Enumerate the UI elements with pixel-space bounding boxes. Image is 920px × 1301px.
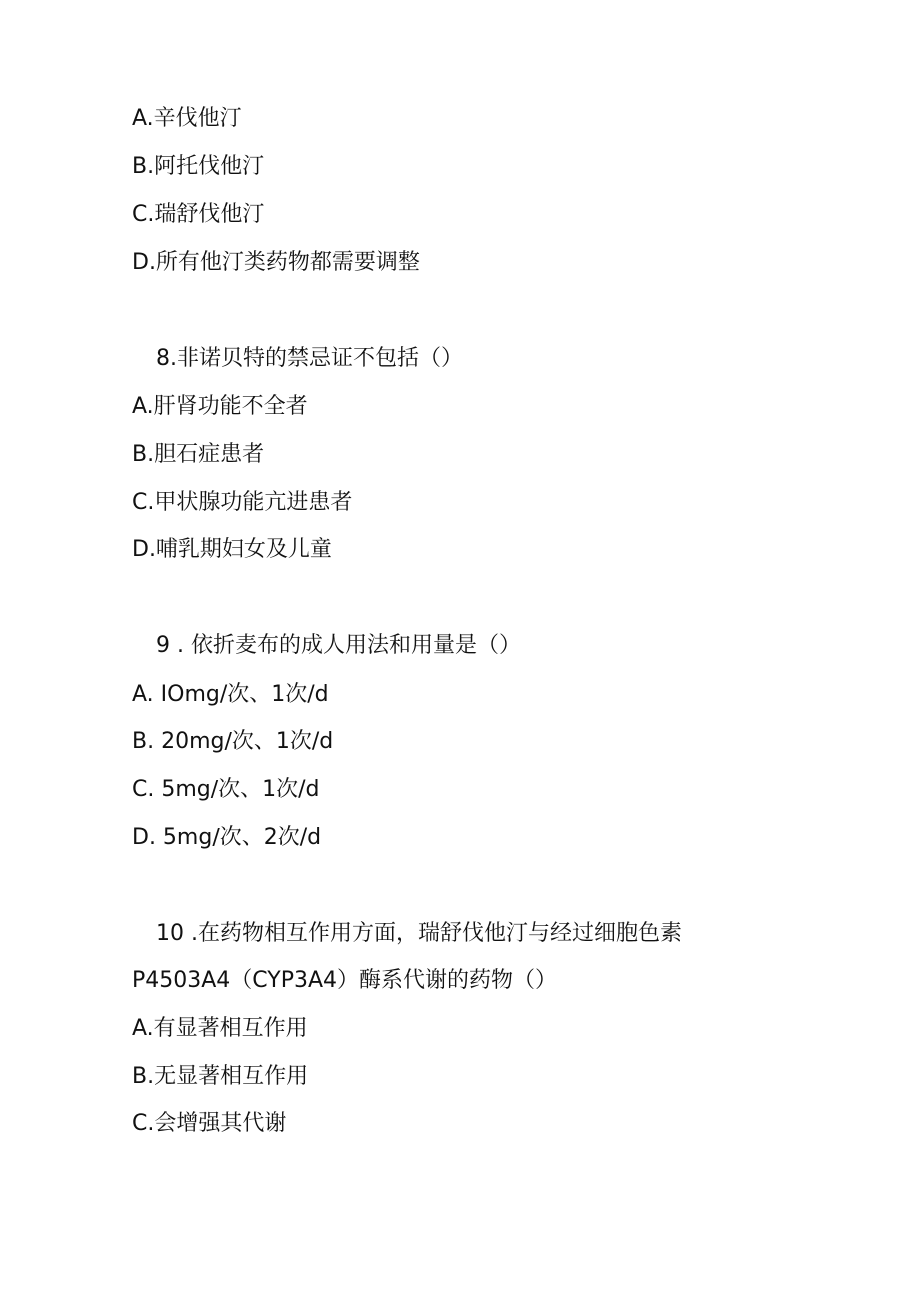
q9-option-c: C. 5mg∕次、1次/d (132, 777, 320, 802)
q8-option-b: B.胆石症患者 (132, 442, 265, 467)
q10-option-b: B.无显著相互作用 (132, 1064, 309, 1089)
option-c: C.瑞舒伐他汀 (132, 202, 265, 227)
q8-option-c: C.甲状腺功能亢进患者 (132, 490, 353, 515)
q9-option-b: B. 20mg∕次、1次/d (132, 729, 334, 754)
question-9-stem: 9 . 依折麦布的成人用法和用量是（） (156, 633, 521, 658)
question-10-stem-line1: 10 .在药物相互作用方面，瑞舒伐他汀与经过细胞色素 (156, 921, 682, 946)
q8-option-a: A.肝肾功能不全者 (132, 394, 308, 419)
question-8-stem: 8.非诺贝特的禁忌证不包括（） (156, 346, 463, 371)
option-d: D.所有他汀类药物都需要调整 (132, 250, 420, 275)
q10-option-c: C.会增强其代谢 (132, 1111, 287, 1136)
q8-option-d: D.哺乳期妇女及儿童 (132, 537, 332, 562)
q9-option-a: A. IOmg/次、1次/d (132, 682, 329, 707)
option-a: A.辛伐他汀 (132, 106, 242, 131)
q9-option-d: D. 5mg∕次、2次/d (132, 825, 322, 850)
q10-option-a: A.有显著相互作用 (132, 1016, 308, 1041)
option-b: B.阿托伐他汀 (132, 154, 265, 179)
question-10-stem-line2: P4503A4（CYP3A4）酶系代谢的药物（） (132, 968, 558, 993)
